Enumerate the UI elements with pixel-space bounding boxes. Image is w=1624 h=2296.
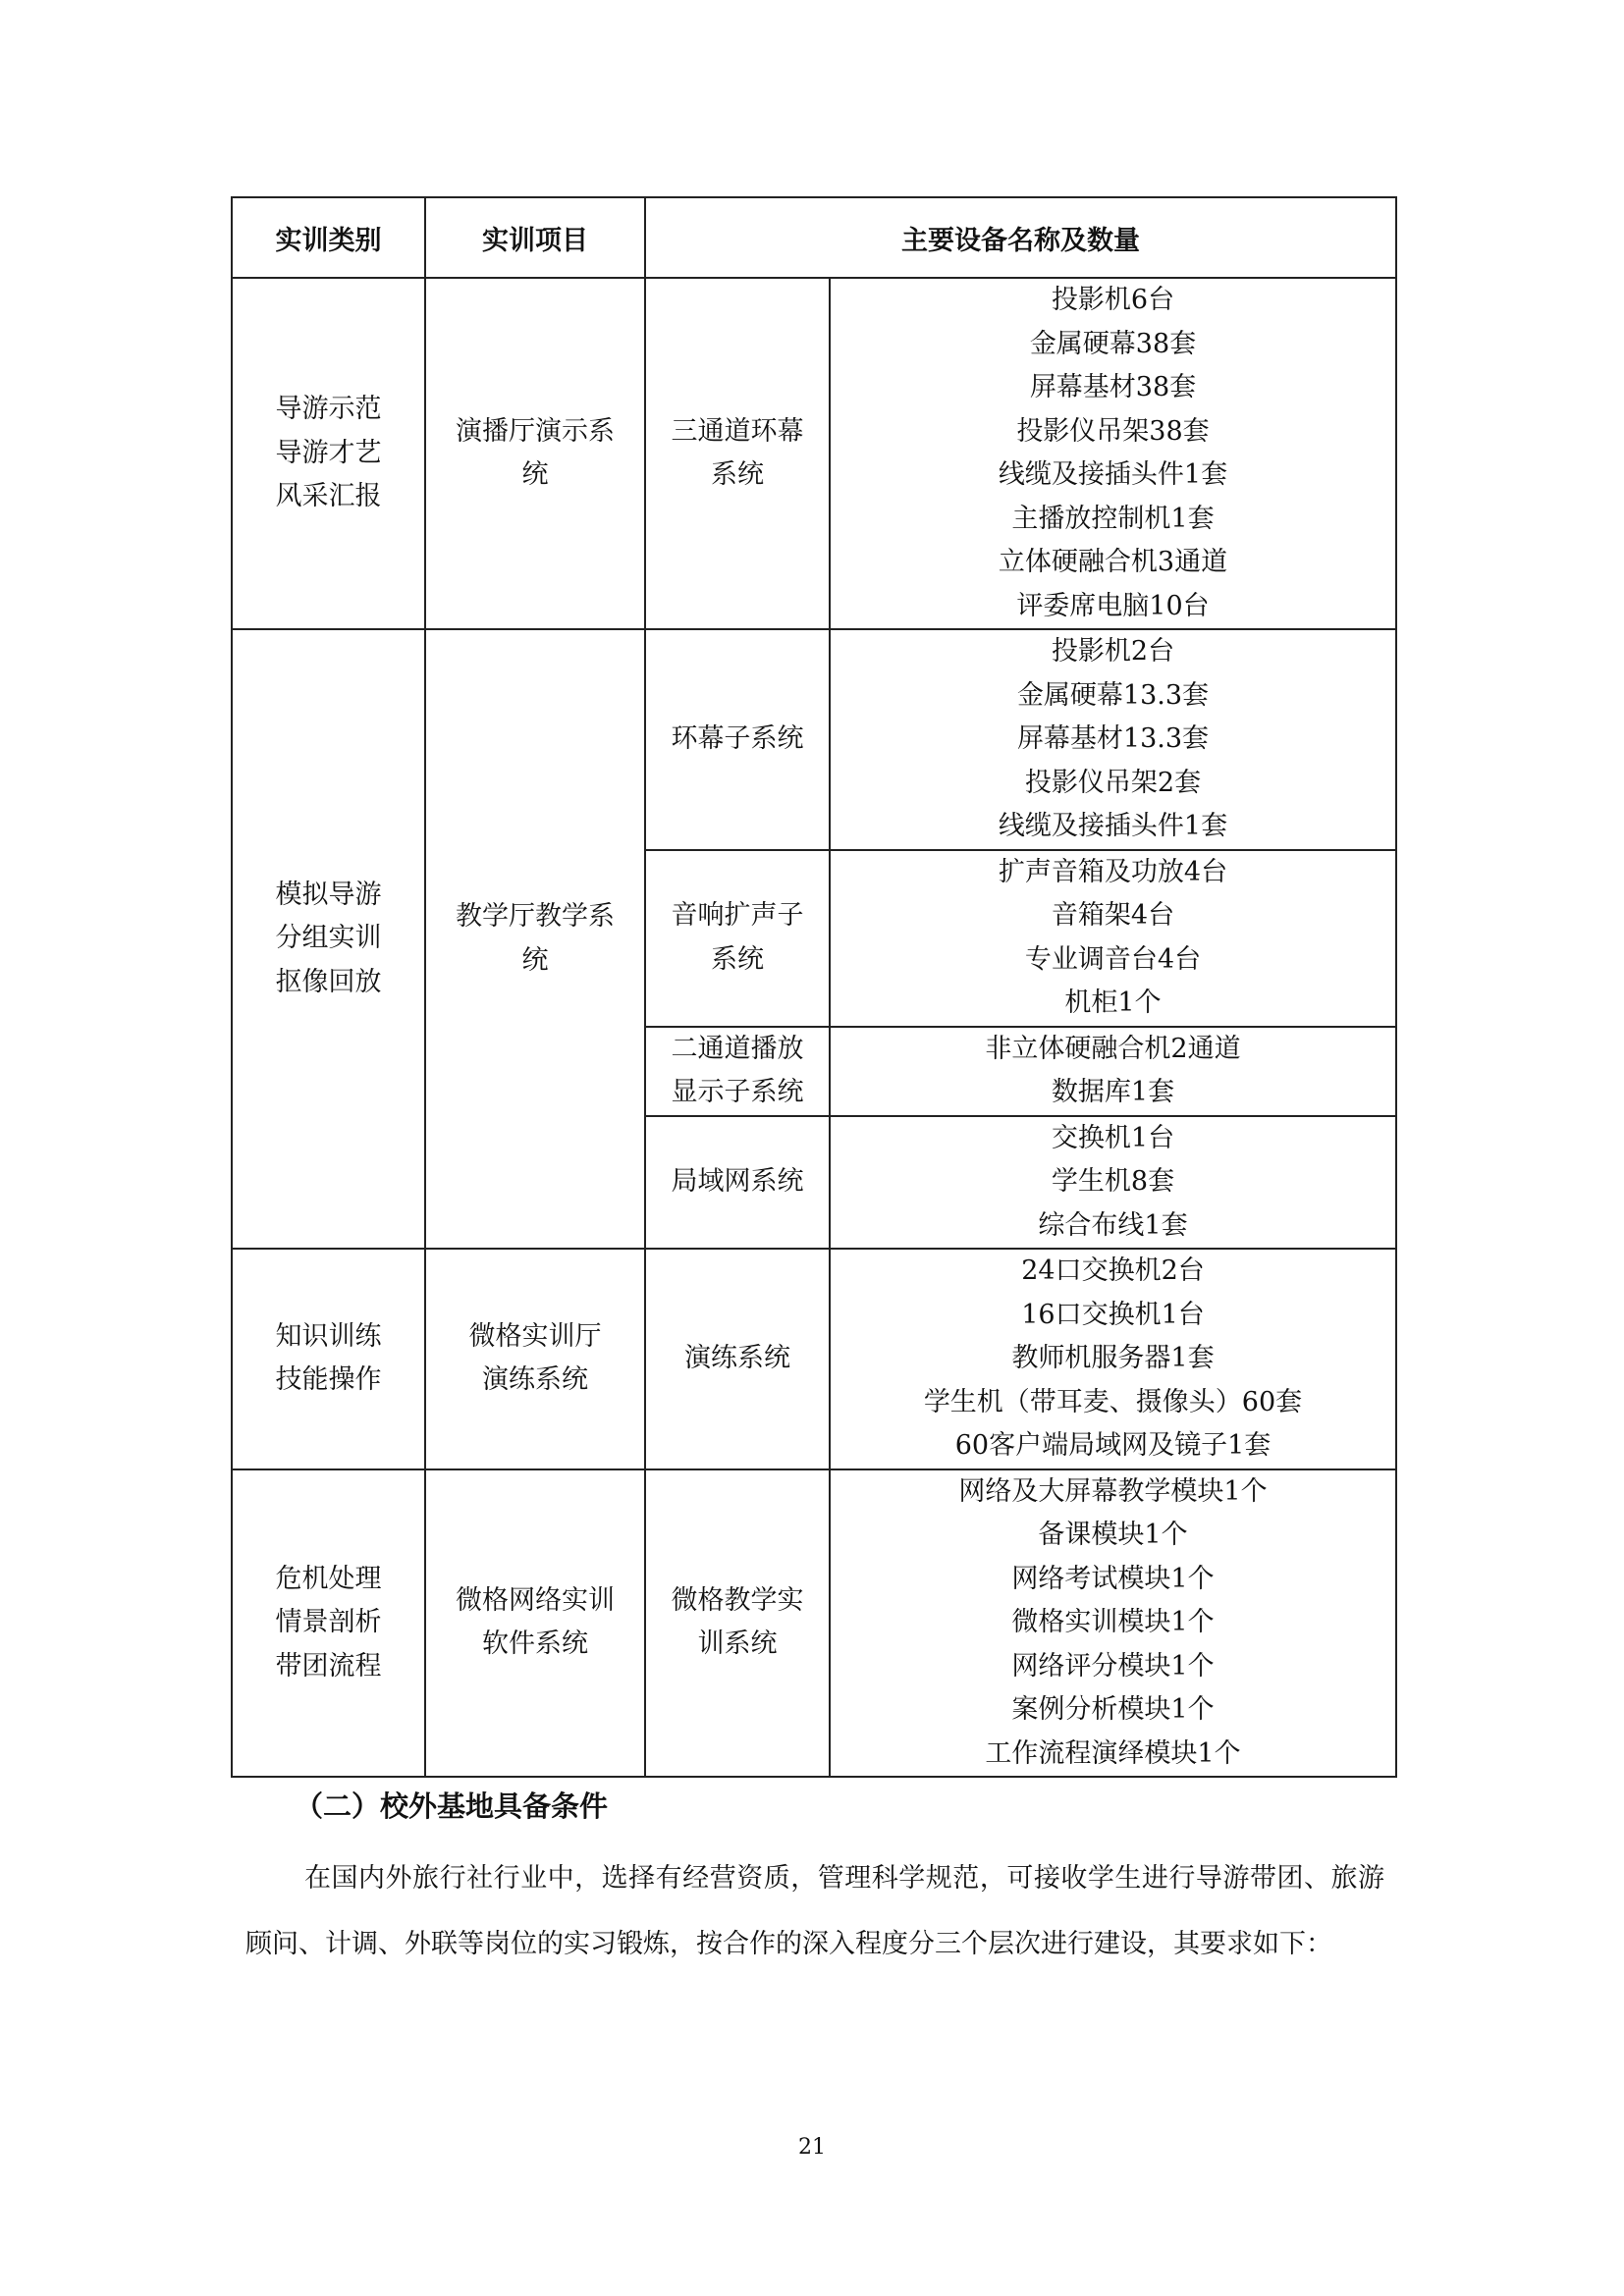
project-cell-line: 统: [521, 944, 549, 976]
subsystem-cell-line: 系统: [711, 943, 764, 975]
equipment-cell: [830, 1116, 1396, 1250]
subsystem-cell-line: 音响扩声子: [671, 900, 804, 931]
subsystem-cell-line: 显示子系统: [671, 1077, 804, 1107]
equipment-cell-line: 案例分析模块1个: [1011, 1694, 1215, 1725]
equipment-cell-line: 专业调音台4台: [1024, 943, 1202, 975]
equipment-cell-line: 金属硬幕38套: [1029, 328, 1197, 359]
equipment-cell-line: 微格实训模块1个: [1011, 1607, 1215, 1637]
project-cell-line: 微格实训厅: [468, 1320, 602, 1352]
equipment-cell-line: 金属硬幕13.3套: [1016, 679, 1210, 711]
category-cell-line: 导游示范: [275, 394, 382, 425]
project-cell: [425, 1249, 645, 1469]
category-cell-line: 情景剖析: [275, 1607, 382, 1637]
category-cell-line: 技能操作: [275, 1364, 382, 1396]
equipment-table: [231, 196, 1397, 1778]
category-cell-line: 分组实训: [275, 923, 382, 954]
equipment-cell: [830, 1249, 1396, 1469]
equipment-cell-line: 备课模块1个: [1038, 1520, 1188, 1550]
page-number: 21: [798, 2135, 826, 2160]
equipment-cell-line: 工作流程演绎模块1个: [985, 1737, 1241, 1769]
category-cell: [232, 1469, 425, 1778]
equipment-cell-line: 16口交换机1台: [1021, 1299, 1205, 1330]
equipment-cell-line: 音箱架4台: [1051, 900, 1175, 931]
subsystem-cell-line: 微格教学实: [671, 1584, 804, 1616]
category-cell: [232, 1249, 425, 1469]
equipment-cell-line: 扩声音箱及功放4台: [998, 856, 1228, 887]
subsystem-cell: [645, 1249, 830, 1469]
subsystem-cell-line: 系统: [711, 459, 764, 490]
equipment-cell-line: 评委席电脑10台: [1016, 590, 1210, 621]
table-row: [232, 1249, 1396, 1469]
category-cell-line: 知识训练: [275, 1320, 382, 1352]
header-project: 实训项目: [425, 197, 645, 278]
subsystem-cell-line: 三通道环幕: [671, 415, 804, 447]
subsystem-cell: [645, 1116, 830, 1250]
header-category: 实训类别: [232, 197, 425, 278]
equipment-cell-line: 立体硬融合机3通道: [998, 547, 1228, 577]
project-cell-line: 演练系统: [482, 1364, 588, 1396]
subsystem-cell-line: 训系统: [697, 1629, 778, 1660]
equipment-cell-line: 学生机8套: [1051, 1166, 1175, 1197]
equipment-cell-line: 非立体硬融合机2通道: [985, 1033, 1241, 1064]
category-cell-line: 导游才艺: [275, 437, 382, 468]
category-cell-line: 抠像回放: [275, 966, 382, 997]
project-cell: [425, 1469, 645, 1778]
equipment-cell-line: 投影机2台: [1051, 636, 1175, 667]
equipment-cell-line: 24口交换机2台: [1021, 1255, 1205, 1286]
equipment-cell-line: 线缆及接插头件1套: [998, 459, 1228, 490]
equipment-table-wrapper: [231, 196, 1395, 1778]
subsystem-cell: [645, 850, 830, 1027]
equipment-cell-line: 数据库1套: [1051, 1077, 1175, 1107]
subsystem-cell-line: 环幕子系统: [671, 723, 804, 754]
subsystem-cell-line: 演练系统: [684, 1343, 790, 1373]
equipment-cell: [830, 278, 1396, 629]
project-cell-line: 教学厅教学系: [456, 901, 615, 932]
equipment-cell: [830, 850, 1396, 1027]
table-body: [232, 278, 1396, 1777]
category-cell: [232, 629, 425, 1249]
equipment-cell-line: 投影仪吊架38套: [1016, 415, 1210, 447]
equipment-cell-line: 网络考试模块1个: [1011, 1563, 1215, 1594]
subsystem-cell-line: 二通道播放: [671, 1033, 804, 1064]
table-row: [232, 1469, 1396, 1778]
table-row: [232, 278, 1396, 629]
project-cell-line: 软件系统: [482, 1629, 588, 1660]
subsystem-cell: [645, 1469, 830, 1778]
project-cell-line: 统: [521, 459, 549, 490]
subsystem-cell: [645, 278, 830, 629]
header-equipment: 主要设备名称及数量: [645, 197, 1396, 278]
equipment-cell-line: 60客户端局域网及镜子1套: [954, 1430, 1272, 1461]
project-cell: [425, 629, 645, 1249]
equipment-cell-line: 线缆及接插头件1套: [998, 811, 1228, 841]
equipment-cell: [830, 629, 1396, 850]
equipment-cell-line: 学生机（带耳麦、摄像头）60套: [923, 1386, 1303, 1417]
equipment-cell-line: 网络及大屏幕教学模块1个: [958, 1475, 1268, 1507]
category-cell-line: 危机处理: [275, 1563, 382, 1594]
section-heading: （二）校外基地具备条件: [295, 1789, 609, 1823]
equipment-cell-line: 主播放控制机1套: [1011, 503, 1215, 534]
project-cell-line: 演播厅演示系: [456, 415, 615, 447]
equipment-cell-line: 网络评分模块1个: [1011, 1650, 1215, 1682]
table-header-row: [232, 197, 1396, 278]
project-cell-line: 微格网络实训: [456, 1584, 615, 1616]
subsystem-cell: [645, 1027, 830, 1116]
subsystem-cell: [645, 629, 830, 850]
equipment-cell-line: 屏幕基材13.3套: [1016, 723, 1210, 754]
equipment-cell-line: 交换机1台: [1051, 1122, 1175, 1153]
equipment-cell-line: 投影机6台: [1051, 285, 1175, 315]
category-cell-line: 模拟导游: [275, 879, 382, 910]
equipment-cell-line: 机柜1个: [1064, 988, 1162, 1018]
table-row: [232, 629, 1396, 850]
body-paragraph: 在国内外旅行社行业中，选择有经营资质，管理科学规范，可接收学生进行导游带团、旅游顾问、计调、外联等岗位的实习锻炼，按合作的深入程度分三个层次进行建设，其要求如下：: [245, 1863, 1384, 1959]
equipment-cell: [830, 1027, 1396, 1116]
subsystem-cell-line: 局域网系统: [671, 1166, 804, 1197]
equipment-cell: [830, 1469, 1396, 1778]
category-cell: [232, 278, 425, 629]
category-cell-line: 带团流程: [275, 1650, 382, 1682]
equipment-cell-line: 投影仪吊架2套: [1024, 767, 1202, 798]
equipment-cell-line: 屏幕基材38套: [1029, 372, 1197, 402]
equipment-cell-line: 教师机服务器1套: [1011, 1343, 1215, 1373]
equipment-cell-line: 综合布线1套: [1038, 1209, 1188, 1241]
project-cell: [425, 278, 645, 629]
category-cell-line: 风采汇报: [275, 481, 382, 512]
